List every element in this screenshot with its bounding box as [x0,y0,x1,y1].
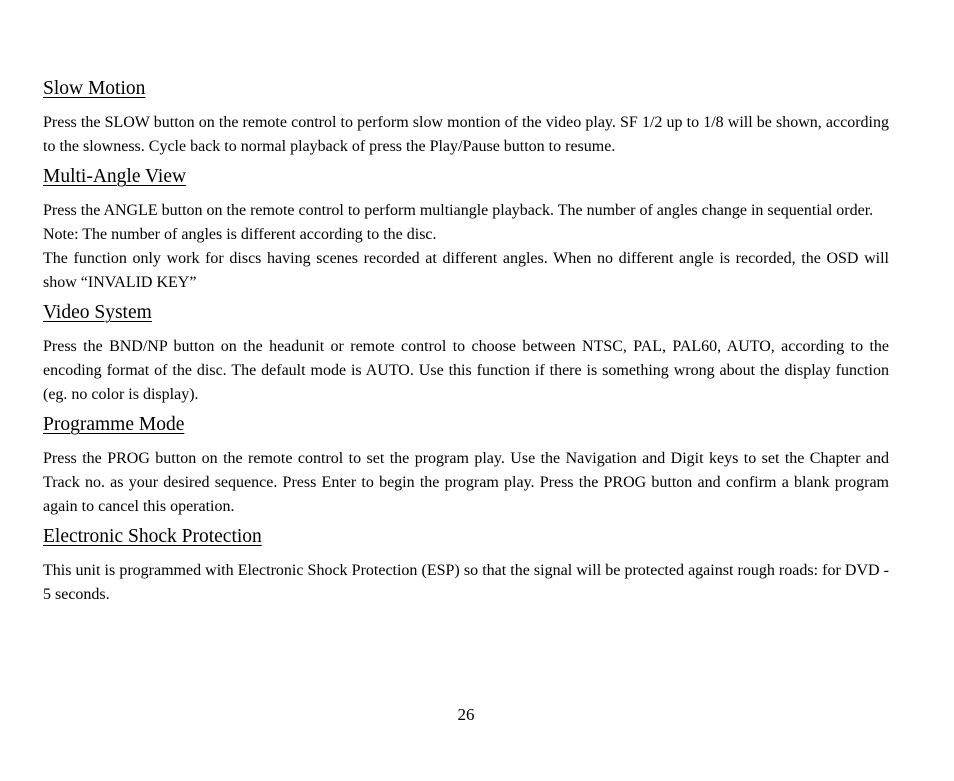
section-heading: Slow Motion [43,78,146,99]
section-heading: Electronic Shock Protection [43,526,262,547]
section-heading: Programme Mode [43,414,185,435]
section-paragraph: Press the PROG button on the remote control to set the program play. Use the Navigation and Digit keys to set the Chapter and Track no. as your desired sequence. Press Enter to begin the program play. Press the PROG button and confirm a blank program again to cancel this operation. [43,450,889,515]
section-note: Note: The number of angles is different according to the disc. [43,226,437,243]
section-paragraph: The function only work for discs having scenes recorded at different angles. When no different angle is recorded, the OSD will show “INVALID KEY” [43,250,889,291]
section-paragraph: Press the BND/NP button on the headunit or remote control to choose between NTSC, PAL, PAL60, AUTO, according to the encoding format of the disc. The default mode is AUTO. Use this function if there is something wrong about the display function (eg. no color is display). [43,338,889,403]
section-video-system [43,301,889,407]
section-paragraph: Press the SLOW button on the remote control to perform slow montion of the video play. SF 1/2 up to 1/8 will be shown, according to the slowness. Cycle back to normal playback of press the Play/Pause button to resume. [43,114,889,155]
page-number: 26 [457,705,475,724]
section-paragraph: This unit is programmed with Electronic Shock Protection (ESP) so that the signal will be protected against rough roads: for DVD - 5 seconds. [43,562,889,603]
section-paragraph: Press the ANGLE button on the remote control to perform multiangle playback. The number of angles change in sequential order. [43,202,874,219]
section-multi-angle-view [43,165,889,295]
section-heading: Video System [43,302,152,323]
section-programme-mode [43,413,889,519]
section-heading: Multi-Angle View [43,166,187,187]
document-page [43,77,889,613]
section-electronic-shock-protection [43,525,889,607]
section-slow-motion [43,77,889,159]
